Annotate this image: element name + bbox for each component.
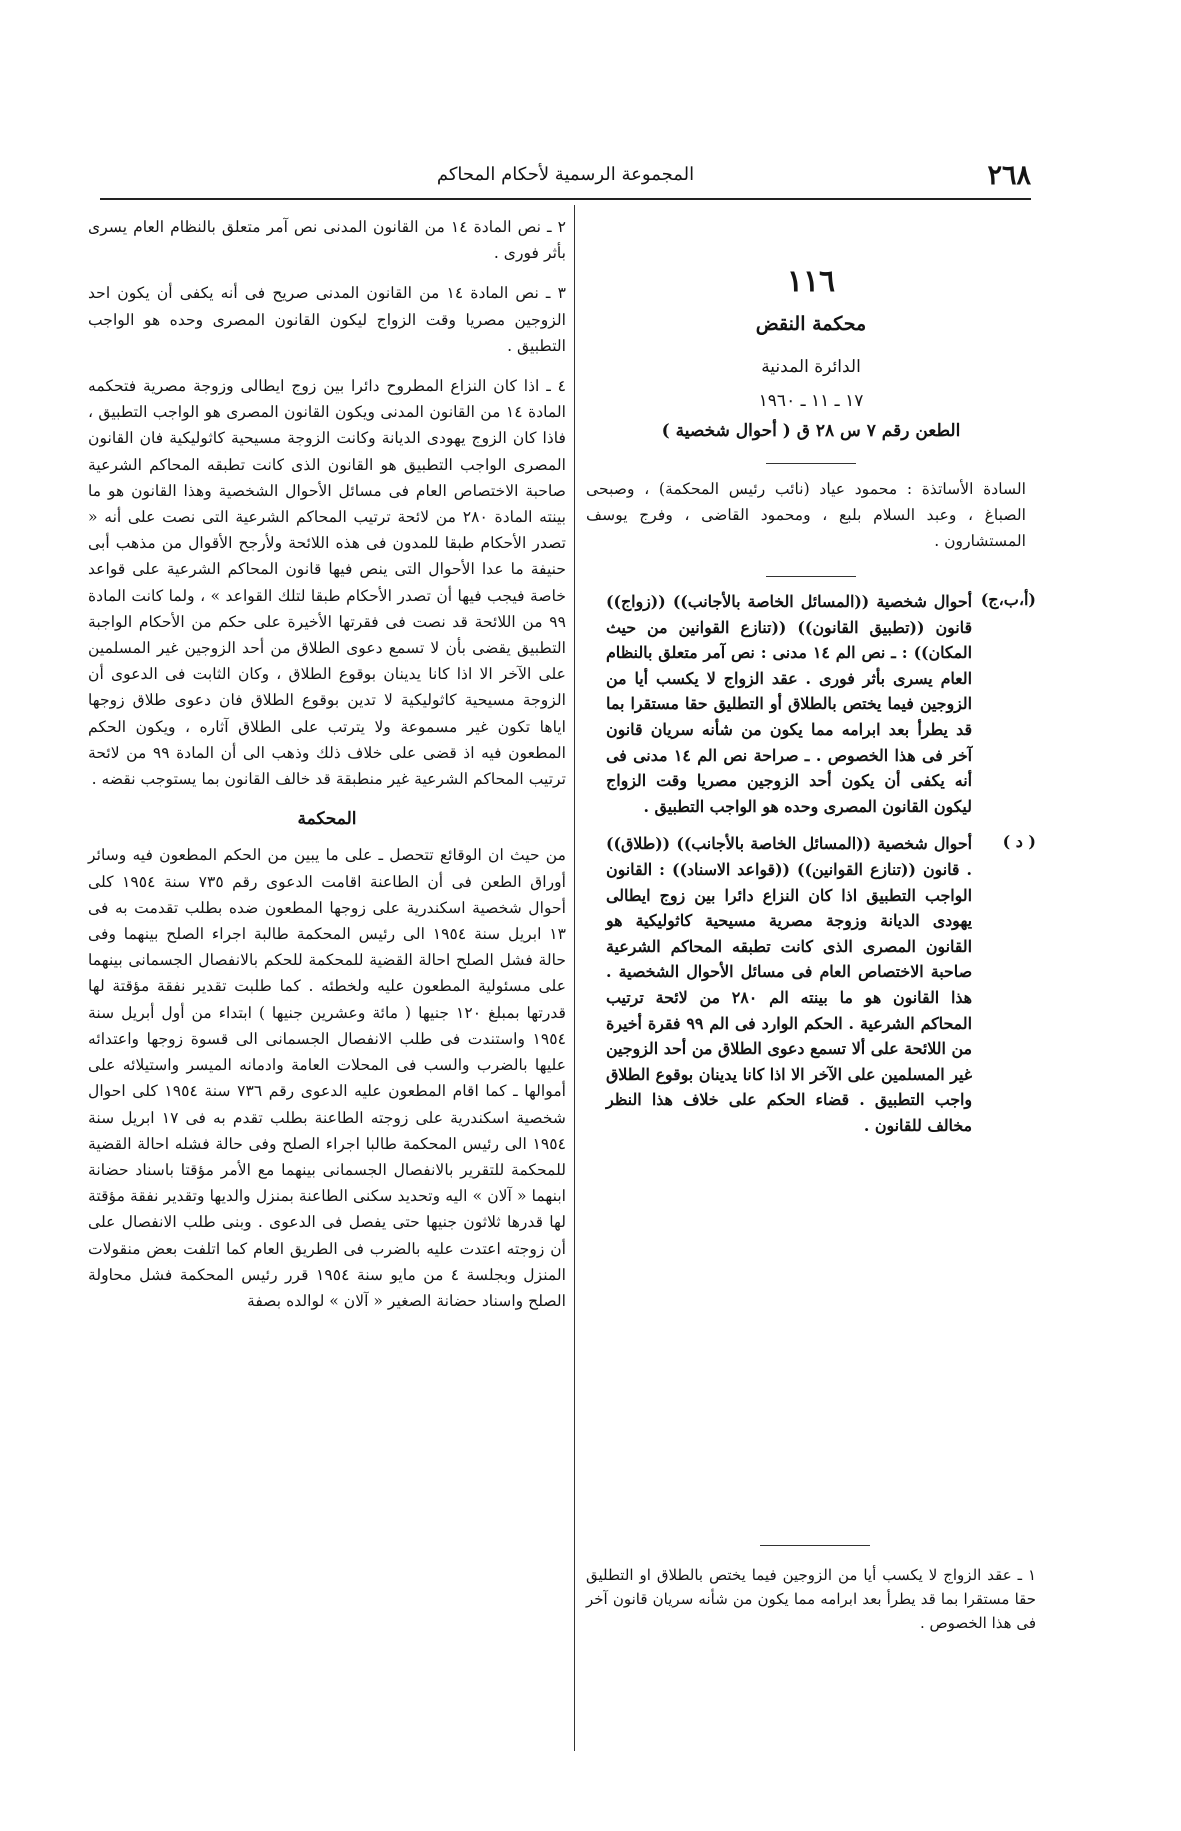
court-section-heading: المحكمة <box>297 809 357 830</box>
divider <box>766 463 856 464</box>
headnote-mark: ( د ) <box>1002 832 1036 852</box>
principle-4: ٤ ـ اذا كان النزاع المطروح دائرا بين زوج ايطالى وزوجة مصرية فتحكمه المادة ١٤ من القانون المدنى ويكون القانون المصرى هو الواجب التطبيق ، فاذا كان الزوج يهودى الديانة وكانت الزوجة مسيحية كاثوليكية فان القانون المصرى الواجب التطبيق هو القانون الذى كانت تطبقه المحاكم الشرعية صاحبة الاختصاص العام فى مسائل الأحوال الشخصية وهذا القانون هو ما بينته المادة ٢٨٠ من لائحة ترتيب المحاكم الشرعية التى نصت على أنه « تصدر الأحكام طبقا للمدون فى هذه اللائحة ولأرجح الأقوال من مذهب أبى حنيفة ما عدا الأحوال التى ينص فيها قانون المحاكم الشرعية على قواعد خاصة فيجب فيها أن تصدر الأحكام طبقا لتلك القواعد » ، ولما كانت المادة ٩٩ من اللائحة قد نصت فى فقرتها الأخيرة على حكم من الأحكام الواجبة التطبيق يقضى بأن لا تسمع دعوى الطلاق من أحد الزوجين غير المسلمين على الآخر الا اذا كانا يدينان بوقوع الطلاق ، وكان الثابت فى الدعوى أن الزوجة مسيحية كاثوليكية لا تدين بوقوع الطلاق فان دعوى طلاق زوجها اياها تكون غير مسموعة ولا يترتب على الطلاق آثاره ، ويكون الحكم المطعون فيه اذ قضى على خلاف ذلك وذهب الى أن المادة ٩٩ من لائحة ترتيب المحاكم الشرعية غير منطبقة قد خالف القانون بما يستوجب نقضه . <box>88 377 567 789</box>
headnote-mark: (أ،ب،ج) <box>980 590 1036 609</box>
page-number: ٢٦٨ <box>987 160 1031 191</box>
court-name: محكمة النقض <box>755 313 867 335</box>
divider <box>766 576 856 577</box>
appeal-reference: الطعن رقم ٧ س ٢٨ ق ( أحوال شخصية ) <box>661 421 961 441</box>
judges-list: السادة الأساتذة : محمود عياد (نائب رئيس المحكمة) ، وصبحى الصباغ ، وعبد السلام بلبع ، ومحمود القاضى ، وفرج يوسف المستشارون . <box>586 480 1026 550</box>
principle-2: ٢ ـ نص المادة ١٤ من القانون المدنى نص آمر متعلق بالنظام العام يسرى بأثر فورى . <box>88 218 567 263</box>
headnote-text: أحوال شخصية ((المسائل الخاصة بالأجانب)) ((زواج)) قانون ((تطبيق القانون)) ((تنازع القوانين من حيث المكان)) : ـ نص الم ١٤ مدنى : نص آمر متعلق بالنظام العام يسرى بأثر فورى . عقد الزواج لا يكسب أيا من الزوجين فيما يختص بالطلاق أو التطليق حقا مستقرا بما قد يطرأ بعد ابرامه مما يكون من شأنه سريان قانون آخر فى هذا الخصوص . ـ صراحة نص الم ١٤ مدنى فى أنه يكفى أن يكون أحد الزوجين مصريا وقت الزواج ليكون القانون المصرى وحده هو الواجب التطبيق . <box>606 592 972 816</box>
circuit-name: الدائرة المدنية <box>761 357 861 377</box>
case-number: ١١٦ <box>786 264 836 299</box>
headnote-entry <box>586 589 1036 819</box>
footnote-rule <box>760 1545 870 1546</box>
headnote-entry <box>586 831 1036 1138</box>
page-header <box>100 160 1031 200</box>
header-rule <box>100 198 1031 200</box>
session-date: ١٧ ـ ١١ ـ ١٩٦٠ <box>758 391 864 411</box>
case-summary-column <box>586 214 1036 1754</box>
running-title: المجموعة الرسمية لأحكام المحاكم <box>436 164 695 185</box>
principles-column <box>88 214 566 1754</box>
column-divider <box>574 205 575 1751</box>
headnote-text: أحوال شخصية ((المسائل الخاصة بالأجانب)) ((طلاق)) . قانون ((تنازع القوانين)) ((قواعد الاسناد)) : القانون الواجب التطبيق اذا كان النزاع دائرا بين زوج ايطالى يهودى الديانة وزوجة مصرية مسيحية كاثوليكية هو القانون المصرى الذى كانت تطبقه المحاكم الشرعية صاحبة الاختصاص العام فى مسائل الأحوال الشخصية . هذا القانون هو ما بينته الم ٢٨٠ من لائحة ترتيب المحاكم الشرعية . الحكم الوارد فى الم ٩٩ فقرة أخيرة من اللائحة على ألا تسمع دعوى الطلاق من أحد الزوجين غير المسلمين على الآخر الا اذا كانا يدينان بوقوع الطلاق واجب التطبيق . قضاء الحكم على خلاف هذا النظر مخالف للقانون . <box>606 834 972 1135</box>
principle-3: ٣ ـ نص المادة ١٤ من القانون المدنى صريح فى أنه يكفى أن يكون احد الزوجين مصريا وقت الزواج ليكون القانون المصرى وحده هو الواجب التطبيق . <box>88 284 566 355</box>
footnote-principle-1: ١ ـ عقد الزواج لا يكسب أيا من الزوجين فيما يختص بالطلاق او التطليق حقا مستقرا بما قد يطرأ بعد ابرامه مما يكون من شأنه سريان قانون آخر فى هذا الخصوص . <box>586 1566 1036 1632</box>
court-section-body: من حيث ان الوقائع تتحصل ـ على ما يبين من الحكم المطعون فيه وسائر أوراق الطعن فى أن الطاعنة اقامت الدعوى رقم ٧٣٥ سنة ١٩٥٤ كلى أحوال شخصية اسكندرية على زوجها المطعون ضده بطلب تقدمت به فى ١٣ ابريل سنة ١٩٥٤ الى رئيس المحكمة طالبة اجراء الصلح بينهما وفى حالة فشل الصلح احالة القضية للمحكمة للحكم بالانفصال الجسمانى بينهما على مسئولية المطعون عليه ولخطئه . كما طلبت تقدير نفقة مؤقتة لها قدرتها بمبلغ ١٢٠ جنيها ( مائة وعشرين جنيها ) ابتداء من أول أبريل سنة ١٩٥٤ واستندت فى طلب الانفصال الجسمانى الى قسوة زوجها واعتدائه عليها بالضرب والسب فى المحلات العامة وادمانه الميسر واستيلائه على أموالها ـ كما اقام المطعون عليه الدعوى رقم ٧٣٦ سنة ١٩٥٤ كلى احوال شخصية اسكندرية على زوجته الطاعنة بطلب تقدم به فى ١٧ ابريل سنة ١٩٥٤ الى رئيس المحكمة طالبا اجراء الصلح وفى حالة فشله احالة القضية للمحكمة للتقرير بالانفصال الجسمانى بينهما مع الأمر مؤقتا باسناد حضانة ابنهما « آلان » اليه وتحديد سكنى الطاعنة بمنزل والديها وتقدير نفقة مؤقتة لها قدرها ثلاثون جنيها حتى يفصل فى الدعوى . وبنى طلب الانفصال على أن زوجته اعتدت عليه بالضرب فى الطريق العام كما اتلفت بعض منقولات المنزل وبجلسة ٤ من مايو سنة ١٩٥٤ قرر رئيس المحكمة فشل محاولة الصلح واسناد حضانة الصغير « آلان » لوالده بصفة <box>88 846 567 1310</box>
